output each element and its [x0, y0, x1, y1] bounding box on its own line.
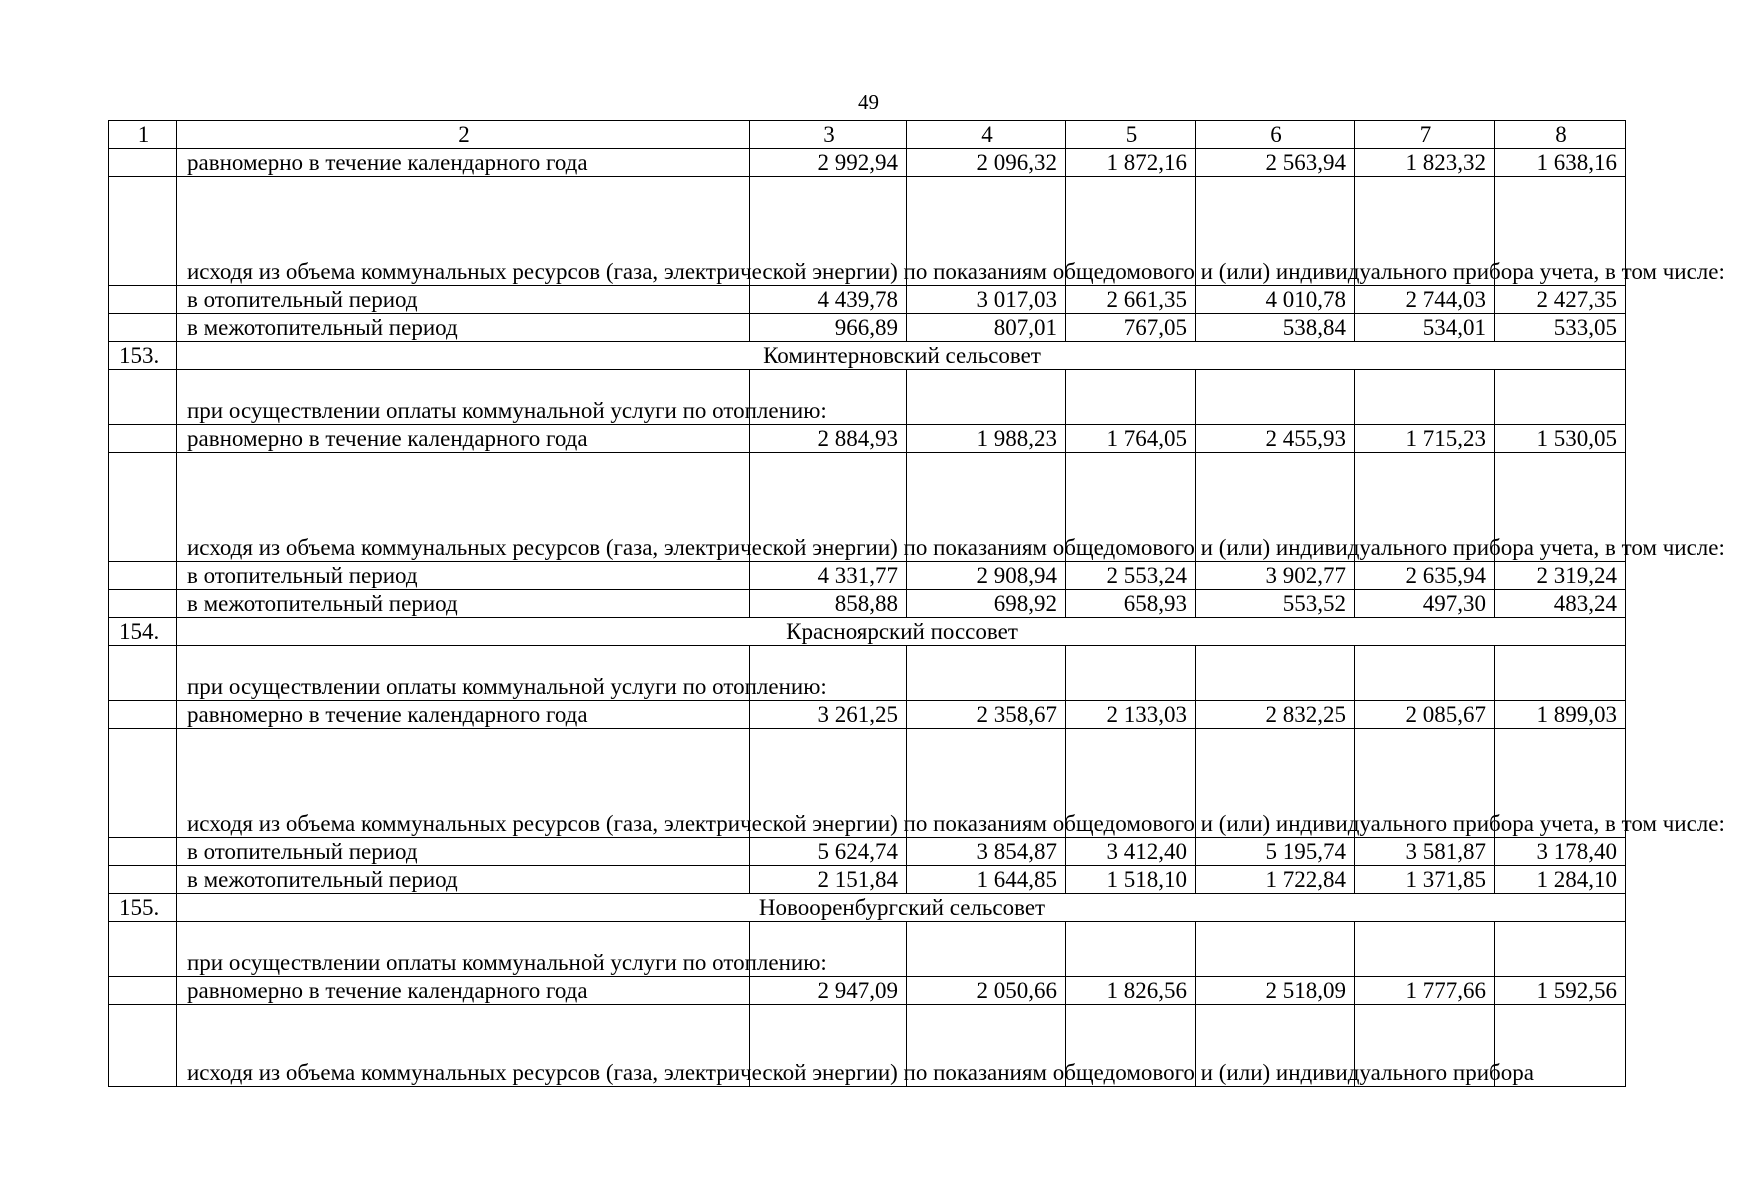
value-cell: [1495, 646, 1626, 701]
value-cell: [1066, 646, 1196, 701]
value-cell: [1196, 370, 1355, 425]
value-cell: 2 151,84: [750, 866, 907, 894]
row-number: [109, 977, 177, 1005]
value-cell: [907, 922, 1066, 977]
row-number: [109, 149, 177, 177]
row-description: равномерно в течение календарного года: [177, 977, 750, 1005]
header-cell: 5: [1066, 121, 1196, 149]
value-cell: 2 518,09: [1196, 977, 1355, 1005]
header-cell: 7: [1355, 121, 1495, 149]
value-cell: 2 884,93: [750, 425, 907, 453]
header-cell: 1: [109, 121, 177, 149]
value-cell: 1 518,10: [1066, 866, 1196, 894]
value-cell: 2 553,24: [1066, 562, 1196, 590]
row-description: исходя из объема коммунальных ресурсов (газа, электрической энергии) по показаниям общедомового и (или) индивидуального прибора: [177, 1005, 750, 1087]
value-cell: 1 722,84: [1196, 866, 1355, 894]
row-description: исходя из объема коммунальных ресурсов (газа, электрической энергии) по показаниям общедомового и (или) индивидуального прибора учета, в том числе:: [177, 729, 750, 838]
value-cell: [1196, 646, 1355, 701]
table-body: [109, 121, 1725, 1087]
value-cell: 2 908,94: [907, 562, 1066, 590]
section-row: [109, 342, 1626, 370]
section-title: Коминтерновский сельсовет: [177, 342, 1626, 370]
value-cell: 2 455,93: [1196, 425, 1355, 453]
value-cell: 533,05: [1495, 314, 1626, 342]
table-row: [109, 149, 1626, 177]
row-description: в межотопительный период: [177, 866, 750, 894]
value-cell: 2 133,03: [1066, 701, 1196, 729]
table-row: [109, 701, 1626, 729]
value-cell: 1 872,16: [1066, 149, 1196, 177]
description-row: [109, 729, 1626, 838]
value-cell: 1 371,85: [1355, 866, 1495, 894]
row-number: [109, 314, 177, 342]
value-cell: 4 331,77: [750, 562, 907, 590]
row-number: [109, 590, 177, 618]
page-number: 49: [858, 90, 879, 114]
value-cell: [1495, 370, 1626, 425]
table-row: [109, 977, 1626, 1005]
value-cell: 1 644,85: [907, 866, 1066, 894]
value-cell: 3 902,77: [1196, 562, 1355, 590]
row-number: [109, 1005, 177, 1087]
row-number: [109, 701, 177, 729]
value-cell: [1355, 370, 1495, 425]
row-description: равномерно в течение календарного года: [177, 701, 750, 729]
table-row: [109, 425, 1626, 453]
value-cell: [1066, 922, 1196, 977]
row-number: [109, 177, 177, 286]
value-cell: 1 530,05: [1495, 425, 1626, 453]
value-cell: [1066, 370, 1196, 425]
value-cell: [1196, 922, 1355, 977]
value-cell: 1 715,23: [1355, 425, 1495, 453]
row-description: в отопительный период: [177, 562, 750, 590]
row-number: [109, 866, 177, 894]
value-cell: 538,84: [1196, 314, 1355, 342]
value-cell: 3 261,25: [750, 701, 907, 729]
description-row: [109, 922, 1626, 977]
value-cell: 2 050,66: [907, 977, 1066, 1005]
value-cell: 2 832,25: [1196, 701, 1355, 729]
row-description: при осуществлении оплаты коммунальной услуги по отоплению:: [177, 370, 750, 425]
value-cell: 807,01: [907, 314, 1066, 342]
value-cell: 3 854,87: [907, 838, 1066, 866]
row-description: в отопительный период: [177, 838, 750, 866]
table-row: [109, 562, 1626, 590]
description-row: [109, 1005, 1626, 1087]
row-description: в отопительный период: [177, 286, 750, 314]
row-number: [109, 922, 177, 977]
row-number: [109, 729, 177, 838]
value-cell: 553,52: [1196, 590, 1355, 618]
value-cell: 497,30: [1355, 590, 1495, 618]
value-cell: 2 563,94: [1196, 149, 1355, 177]
header-cell: 8: [1495, 121, 1626, 149]
value-cell: 483,24: [1495, 590, 1626, 618]
row-description: исходя из объема коммунальных ресурсов (газа, электрической энергии) по показаниям общедомового и (или) индивидуального прибора учета, в том числе:: [177, 453, 750, 562]
table-row: [109, 314, 1626, 342]
tariff-table: [108, 120, 1725, 1087]
table-row: [109, 866, 1626, 894]
value-cell: 2 744,03: [1355, 286, 1495, 314]
value-cell: 966,89: [750, 314, 907, 342]
value-cell: 658,93: [1066, 590, 1196, 618]
description-row: [109, 646, 1626, 701]
row-number: [109, 646, 177, 701]
header-cell: 3: [750, 121, 907, 149]
value-cell: 1 899,03: [1495, 701, 1626, 729]
row-description: в межотопительный период: [177, 590, 750, 618]
row-number: [109, 425, 177, 453]
value-cell: 3 412,40: [1066, 838, 1196, 866]
row-description: равномерно в течение календарного года: [177, 149, 750, 177]
section-title: Новооренбургский сельсовет: [177, 894, 1626, 922]
table-row: [109, 286, 1626, 314]
row-number: 153.: [109, 342, 177, 370]
value-cell: 1 638,16: [1495, 149, 1626, 177]
section-title: Красноярский поссовет: [177, 618, 1626, 646]
value-cell: 1 988,23: [907, 425, 1066, 453]
description-row: [109, 177, 1626, 286]
row-number: [109, 562, 177, 590]
row-description: исходя из объема коммунальных ресурсов (газа, электрической энергии) по показаниям общедомового и (или) индивидуального прибора учета, в том числе:: [177, 177, 750, 286]
row-description: при осуществлении оплаты коммунальной услуги по отоплению:: [177, 646, 750, 701]
value-cell: 2 358,67: [907, 701, 1066, 729]
section-row: [109, 894, 1626, 922]
value-cell: 2 661,35: [1066, 286, 1196, 314]
value-cell: 2 992,94: [750, 149, 907, 177]
row-number: [109, 286, 177, 314]
section-row: [109, 618, 1626, 646]
row-description: равномерно в течение календарного года: [177, 425, 750, 453]
row-number: 154.: [109, 618, 177, 646]
row-number: [109, 838, 177, 866]
value-cell: [1495, 922, 1626, 977]
row-number: [109, 370, 177, 425]
value-cell: 698,92: [907, 590, 1066, 618]
header-cell: 4: [907, 121, 1066, 149]
value-cell: 4 439,78: [750, 286, 907, 314]
value-cell: 3 017,03: [907, 286, 1066, 314]
value-cell: 3 178,40: [1495, 838, 1626, 866]
value-cell: [907, 646, 1066, 701]
value-cell: 4 010,78: [1196, 286, 1355, 314]
value-cell: 1 592,56: [1495, 977, 1626, 1005]
value-cell: [1355, 922, 1495, 977]
value-cell: 1 823,32: [1355, 149, 1495, 177]
value-cell: 2 319,24: [1495, 562, 1626, 590]
value-cell: 5 195,74: [1196, 838, 1355, 866]
row-number: 155.: [109, 894, 177, 922]
value-cell: [907, 370, 1066, 425]
value-cell: 2 096,32: [907, 149, 1066, 177]
value-cell: 858,88: [750, 590, 907, 618]
description-row: [109, 453, 1626, 562]
value-cell: 5 624,74: [750, 838, 907, 866]
value-cell: 3 581,87: [1355, 838, 1495, 866]
value-cell: 1 777,66: [1355, 977, 1495, 1005]
header-row: [109, 121, 1626, 149]
row-number: [109, 453, 177, 562]
description-row: [109, 370, 1626, 425]
value-cell: 2 947,09: [750, 977, 907, 1005]
header-cell: 2: [177, 121, 750, 149]
value-cell: 767,05: [1066, 314, 1196, 342]
value-cell: 2 635,94: [1355, 562, 1495, 590]
table-row: [109, 838, 1626, 866]
row-description: в межотопительный период: [177, 314, 750, 342]
value-cell: [1355, 646, 1495, 701]
value-cell: 1 826,56: [1066, 977, 1196, 1005]
value-cell: 534,01: [1355, 314, 1495, 342]
row-description: при осуществлении оплаты коммунальной услуги по отоплению:: [177, 922, 750, 977]
header-cell: 6: [1196, 121, 1355, 149]
value-cell: 2 085,67: [1355, 701, 1495, 729]
value-cell: 1 284,10: [1495, 866, 1626, 894]
table-row: [109, 590, 1626, 618]
value-cell: 2 427,35: [1495, 286, 1626, 314]
value-cell: 1 764,05: [1066, 425, 1196, 453]
